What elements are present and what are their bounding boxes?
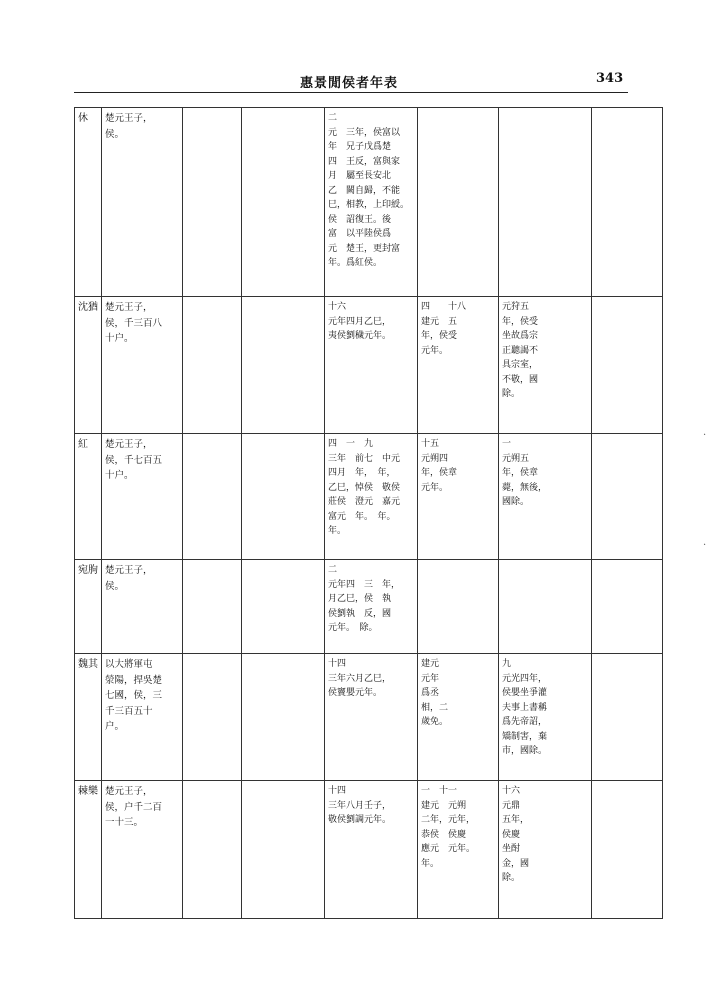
marquis-name: 棘樂 [78,786,98,797]
table-row [75,297,663,434]
era-cell-4 [418,434,499,560]
era-cell-4 [418,781,499,919]
era-cell-6 [592,108,663,297]
table-row [75,781,663,919]
era-cell-2 [242,297,325,434]
page-number: 343 [596,71,624,86]
title-text: 楚元王子， 侯。 [105,113,153,140]
era-text-3: 十四 三年六月乙巳， 侯竇嬰元年。 [328,659,392,698]
marquis-name: 魏其 [78,659,98,670]
title-cell [102,654,183,781]
era-cell-3 [325,654,418,781]
title-text: 以大將軍屯 滎陽，捍吳楚 七國，侯，三 千三百五十 户。 [105,659,163,732]
title-text: 楚元王子， 侯，户千二百 一十三。 [105,786,163,828]
era-text-3: 二 元年四 三 年， 月乙巳，侯 執 侯劉執 反，國 元年。 除。 [328,565,401,633]
era-text-3: 十四 三年八月壬子， 敬侯劉調元年。 [328,786,392,825]
marquis-name: 宛朐 [78,565,98,576]
title-text: 楚元王子， 侯，千三百八 十户。 [105,302,163,344]
marquis-name-cell [75,108,102,297]
era-cell-5 [499,108,592,297]
title-cell [102,297,183,434]
title-text: 楚元王子， 侯。 [105,565,153,592]
table-row [75,560,663,654]
table-row [75,434,663,560]
title-cell [102,560,183,654]
margin-mark-bottom: · [703,540,707,551]
era-cell-6 [592,297,663,434]
era-text-4: 建元 元年 爲丞 相，二 歲免。 [421,659,449,727]
era-text-5: 一 元朔五 年，侯章 薨，無後， 國除。 [502,439,548,507]
era-cell-2 [242,108,325,297]
title-cell [102,781,183,919]
era-cell-1 [183,108,242,297]
marquis-name-cell [75,560,102,654]
marquis-name: 休 [78,113,88,124]
title-text: 楚元王子， 侯，千七百五 十户。 [105,439,163,481]
era-cell-4 [418,654,499,781]
marquis-name: 紅 [78,439,88,450]
era-text-3: 十六 元年四月乙巳， 夷侯劉穢元年。 [328,302,392,341]
title-cell [102,108,183,297]
nobility-table [74,107,663,919]
era-cell-1 [183,654,242,781]
era-text-5: 元狩五 年，侯受 坐故爲宗 正聽謁不 具宗室， 不敬，國 除。 [502,302,539,399]
era-cell-2 [242,654,325,781]
era-cell-6 [592,560,663,654]
marquis-name: 沈猶 [78,302,98,313]
era-text-4: 十五 元朔四 年，侯章 元年。 [421,439,458,493]
marquis-name-cell [75,781,102,919]
title-cell [102,434,183,560]
era-cell-3 [325,108,418,297]
era-cell-2 [242,434,325,560]
era-text-4: 四 十八 建元 五 年，侯受 元年。 [421,302,467,356]
header-title: 惠景閒侯者年表 [300,76,399,91]
era-cell-2 [242,781,325,919]
era-text-5: 九 元光四年， 侯嬰坐爭灌 夫事上書稱 爲先帝詔， 矯制害，棄 市，國除。 [502,659,548,756]
era-cell-3 [325,297,418,434]
era-cell-3 [325,781,418,919]
era-cell-5 [499,297,592,434]
era-cell-1 [183,434,242,560]
era-cell-6 [592,434,663,560]
era-cell-4 [418,560,499,654]
era-cell-5 [499,781,592,919]
era-cell-1 [183,560,242,654]
era-cell-5 [499,560,592,654]
era-cell-3 [325,560,418,654]
era-cell-4 [418,297,499,434]
era-cell-2 [242,560,325,654]
header-rule [74,92,628,93]
table-row [75,654,663,781]
era-cell-5 [499,654,592,781]
era-cell-1 [183,297,242,434]
margin-mark-top: · [703,430,707,441]
era-cell-6 [592,654,663,781]
era-cell-5 [499,434,592,560]
marquis-name-cell [75,434,102,560]
marquis-name-cell [75,654,102,781]
era-text-5: 十六 元鼎 五年， 侯慶 坐酎 金，國 除。 [502,786,530,883]
table-row [75,108,663,297]
era-cell-6 [592,781,663,919]
era-cell-3 [325,434,418,560]
era-text-4: 一 十一 建元 元朔 二年，元年， 恭侯 侯慶 應元 元年。 年。 [421,786,476,869]
era-cell-4 [418,108,499,297]
era-text-3: 四 一 九 三年 前七 中元 四月 年， 年， 乙巳，悼侯 敬侯 莊侯 澄元 嘉元 富元 年。 年。 年。 [328,439,401,536]
marquis-name-cell [75,297,102,434]
era-text-3: 二 元 三年，侯富以 年 兄子戊爲楚 四 王反，富與家 月 屬至長安北 乙 闕自歸，不能 巳，相教，上印綬。 侯 詔復王。後 富 以平陸侯爲 元 楚王，更封富 年。爲紅侯。 [328,113,410,268]
era-cell-1 [183,781,242,919]
